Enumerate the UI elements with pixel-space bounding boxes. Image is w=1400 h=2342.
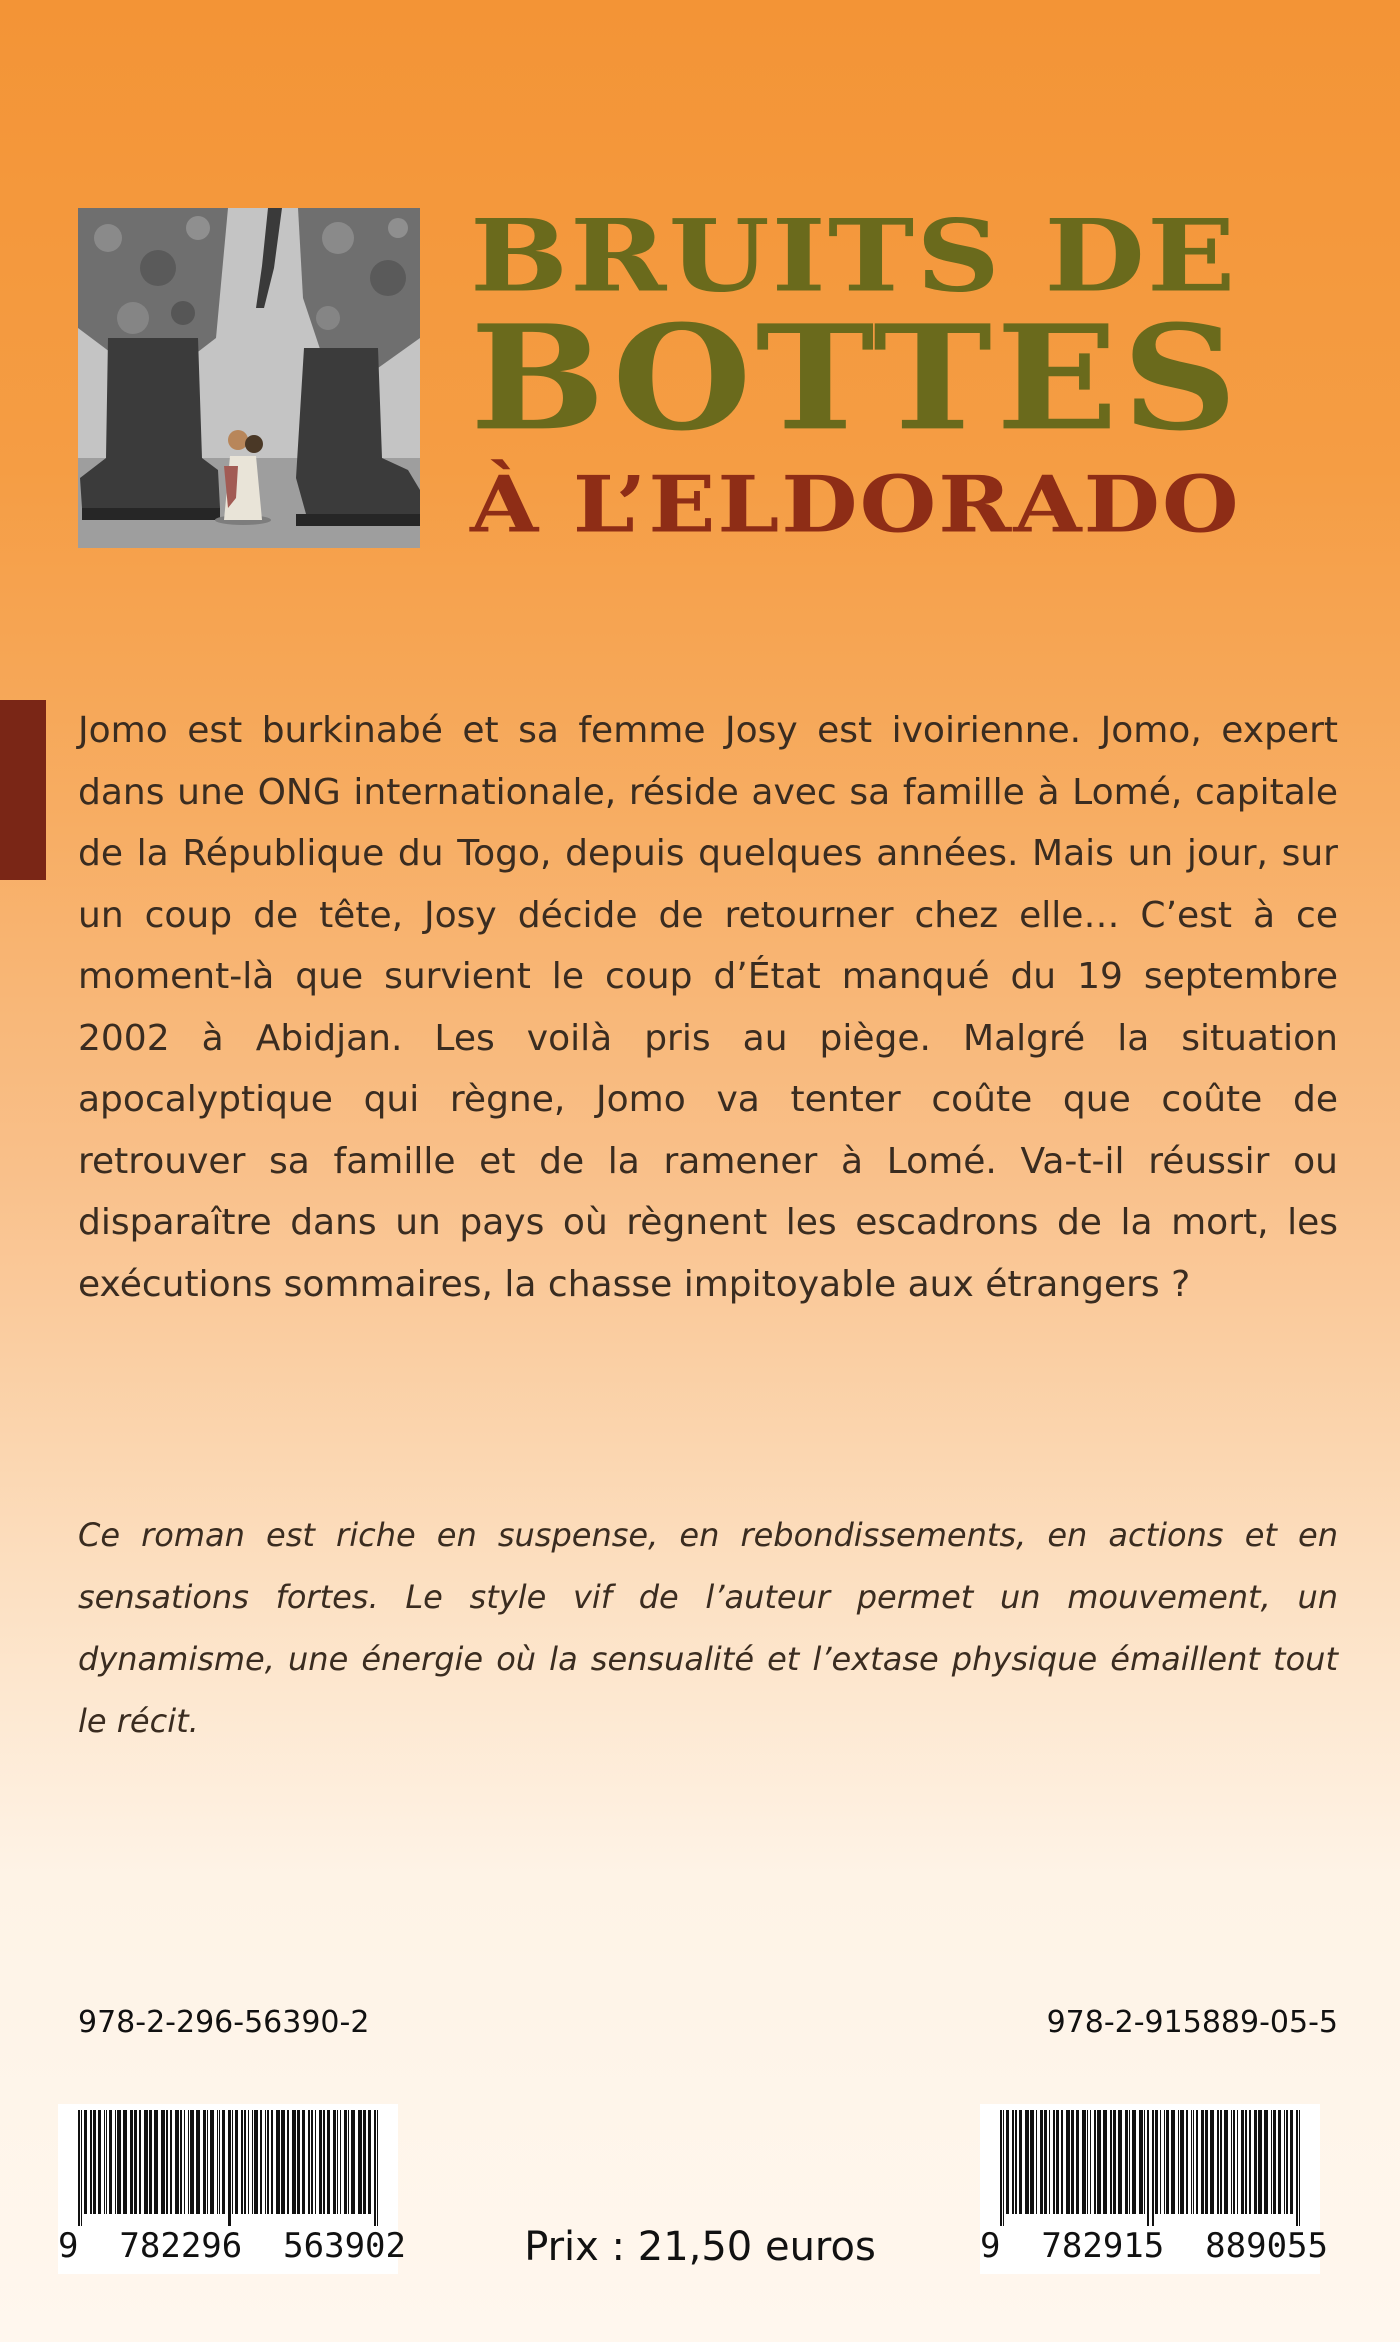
barcode-bar — [1231, 2110, 1232, 2214]
barcode-bar — [241, 2110, 243, 2214]
barcode-bar — [311, 2110, 313, 2214]
barcode-bar — [144, 2110, 148, 2214]
barcode-bar — [1166, 2110, 1169, 2214]
barcode-bar — [1113, 2110, 1116, 2214]
barcode-bar — [1241, 2110, 1244, 2214]
barcode-bar — [1066, 2110, 1070, 2214]
barcode-bar — [1049, 2110, 1050, 2214]
barcode-bar — [1220, 2110, 1222, 2214]
barcode-bar — [248, 2110, 249, 2214]
barcode-bar — [377, 2110, 378, 2226]
barcode-bar — [115, 2110, 116, 2214]
barcode-left-bars — [78, 2110, 378, 2226]
barcode-bar — [1103, 2110, 1107, 2214]
barcode-bar — [1155, 2110, 1158, 2214]
barcode-bar — [232, 2110, 233, 2214]
barcode-bar — [1071, 2110, 1074, 2214]
barcode-bar — [130, 2110, 133, 2214]
barcode-bar — [1019, 2110, 1022, 2214]
barcode-bar — [1217, 2110, 1219, 2214]
barcode-bar — [1087, 2110, 1088, 2214]
barcode-bar — [1036, 2110, 1037, 2214]
barcode-bar — [271, 2110, 273, 2214]
barcode-bar — [254, 2110, 258, 2214]
barcode-bar — [1006, 2110, 1009, 2214]
barcode-bar — [1233, 2110, 1235, 2214]
synopsis-paragraph: Jomo est burkinabé et sa femme Josy est ivoirienne. Jomo, expert dans une ONG internationale, réside avec sa famille à Lomé, capitale de la République du Togo, depuis quelques années. Mais un jour, sur un coup de tête, Josy décide de retourner chez elle… C’est à ce moment-là que survient le coup d’État manqué du 19 septembre 2002 à Abidjan. Les voilà pris au piège. Malgré la situation apocalyptique qui règne, Jomo va tenter coûte que coûte de retrouver sa famille et de la ramener à Lomé. Va-t-il réussir ou disparaître dans un pays où règnent les escadrons de la mort, les exécutions sommaires, la chasse impitoyable aux étrangers ? — [78, 710, 1338, 1305]
barcode-bar — [1090, 2110, 1091, 2214]
barcode-bar — [267, 2110, 269, 2214]
barcode-bar — [196, 2110, 200, 2214]
barcode-bar — [1094, 2110, 1096, 2214]
barcode-bar — [1152, 2110, 1154, 2226]
barcode-bar — [1012, 2110, 1014, 2214]
barcode-bar — [1160, 2110, 1161, 2214]
barcode-bar — [207, 2110, 208, 2214]
barcode-bar — [276, 2110, 280, 2214]
barcode-bar — [1196, 2110, 1198, 2214]
soldier-boots-illustration — [78, 208, 420, 548]
barcode-bar — [344, 2110, 347, 2214]
barcode-bar — [1061, 2110, 1063, 2214]
barcode-bar — [228, 2110, 231, 2226]
barcode-bar — [217, 2110, 218, 2214]
barcode-bar — [1273, 2110, 1276, 2214]
barcode-bar — [292, 2110, 296, 2214]
barcode-bar — [1254, 2110, 1257, 2214]
barcode-bar — [1164, 2110, 1165, 2214]
barcode-left — [58, 2104, 406, 2274]
barcode-bar — [180, 2110, 182, 2214]
barcode-bar — [363, 2110, 366, 2214]
barcode-bar — [170, 2110, 172, 2214]
title-line-bruits-de: BRUITS DE — [470, 197, 1238, 315]
barcode-bar — [281, 2110, 285, 2214]
barcode-bar — [188, 2110, 189, 2214]
barcode-bar — [1286, 2110, 1288, 2214]
barcode-bar — [1139, 2110, 1143, 2214]
barcode-bar — [98, 2110, 101, 2214]
barcode-bar — [166, 2110, 168, 2214]
barcode-bar — [1044, 2110, 1047, 2214]
barcode-bar — [1186, 2110, 1188, 2214]
barcode-bar — [1040, 2110, 1043, 2214]
barcode-bar — [244, 2110, 246, 2214]
barcode-bar — [308, 2110, 310, 2214]
barcode-bar — [252, 2110, 253, 2214]
barcode-bar — [337, 2110, 338, 2214]
barcode-bar — [154, 2110, 158, 2214]
barcode-left-digits: 9 782296 563902 — [58, 2226, 406, 2266]
barcode-bar — [1082, 2110, 1086, 2214]
barcode-bar — [368, 2110, 371, 2214]
barcode-bar — [1110, 2110, 1112, 2214]
barcode-bar — [1129, 2110, 1130, 2214]
barcode-bar — [134, 2110, 137, 2214]
barcode-bar — [1296, 2110, 1298, 2226]
barcode-bar — [235, 2110, 238, 2214]
barcode-right-digits: 9 782915 889055 — [980, 2226, 1328, 2266]
barcode-bar — [297, 2110, 300, 2214]
barcode-bar — [93, 2110, 96, 2214]
barcode-bar — [333, 2110, 336, 2214]
barcode-bar — [1264, 2110, 1268, 2214]
barcode-bar — [1125, 2110, 1128, 2214]
barcode-bar — [319, 2110, 322, 2214]
barcode-bar — [1191, 2110, 1192, 2214]
barcode-bar — [348, 2110, 349, 2214]
barcode-bar — [1056, 2110, 1059, 2214]
barcode-bar — [1097, 2110, 1101, 2214]
barcode-bar — [1278, 2110, 1281, 2214]
barcode-bar — [374, 2110, 376, 2226]
barcode-bar — [351, 2110, 355, 2214]
barcode-bar — [1003, 2110, 1004, 2226]
barcode-bar — [104, 2110, 105, 2214]
barcode-bar — [1171, 2110, 1175, 2214]
barcode-bar — [1284, 2110, 1285, 2214]
barcode-bar — [358, 2110, 362, 2214]
barcode-bar — [1025, 2110, 1029, 2214]
barcode-bar — [222, 2110, 225, 2214]
barcode-bar — [203, 2110, 206, 2214]
barcode-bar — [1299, 2110, 1300, 2226]
barcode-bar — [1030, 2110, 1034, 2214]
review-paragraph: Ce roman est riche en suspense, en rebondissements, en actions et en sensations fortes. Le style vif de l’auteur permet un mouvement, un dynamisme, une énergie où la sensualité et l’extase physique émaillent tout le récit. — [78, 1516, 1338, 1740]
barcode-bar — [1132, 2110, 1136, 2214]
barcode-bar — [190, 2110, 194, 2214]
barcode-bar — [139, 2110, 141, 2214]
barcode-bar — [106, 2110, 107, 2214]
barcode-bar — [161, 2110, 165, 2214]
title-line-eldorado: À L’ELDORADO — [470, 458, 1241, 550]
barcode-bar — [1249, 2110, 1251, 2214]
barcode-bar — [1147, 2110, 1149, 2226]
barcode-bar — [175, 2110, 179, 2214]
barcode-right — [980, 2104, 1328, 2274]
barcode-bar — [315, 2110, 316, 2214]
barcode-bar — [184, 2110, 185, 2214]
barcode-bar — [1290, 2110, 1293, 2214]
title-line-bottes: BOTTES — [470, 293, 1242, 463]
barcode-bar — [1144, 2110, 1145, 2214]
barcode-bar — [265, 2110, 266, 2214]
barcode-bar — [78, 2110, 80, 2226]
barcode-bar — [1193, 2110, 1194, 2214]
isbn-left: 978-2-296-56390-2 — [78, 2005, 370, 2040]
book-title — [470, 197, 1242, 560]
side-accent-bar — [0, 700, 46, 880]
barcode-bar — [260, 2110, 262, 2214]
barcode-bar — [1224, 2110, 1228, 2214]
barcode-bar — [149, 2110, 152, 2214]
barcode-bar — [327, 2110, 330, 2214]
barcode-bar — [1178, 2110, 1179, 2214]
barcode-bar — [1118, 2110, 1122, 2214]
barcode-bar — [1015, 2110, 1017, 2214]
barcode-bar — [117, 2110, 121, 2214]
price-label: Prix : 21,50 euros — [524, 2224, 876, 2270]
barcode-bar — [1205, 2110, 1208, 2214]
barcode-bar — [1210, 2110, 1214, 2214]
barcode-bar — [1053, 2110, 1055, 2214]
barcode-bar — [81, 2110, 82, 2226]
barcode-bar — [90, 2110, 92, 2214]
barcode-bar — [1245, 2110, 1247, 2214]
barcode-bar — [1237, 2110, 1238, 2214]
barcode-bar — [1076, 2110, 1079, 2214]
barcode-bar — [302, 2110, 305, 2214]
barcode-bar — [1258, 2110, 1262, 2214]
barcode-bar — [219, 2110, 220, 2214]
isbn-right: 978-2-915889-05-5 — [1046, 2005, 1338, 2040]
barcode-bar — [1000, 2110, 1002, 2226]
barcode-bar — [323, 2110, 325, 2214]
barcode-bar — [287, 2110, 289, 2214]
barcode-bar — [210, 2110, 214, 2214]
barcode-bar — [1271, 2110, 1272, 2214]
barcode-right-bars — [1000, 2110, 1300, 2226]
barcode-bar — [109, 2110, 112, 2214]
barcode-bar — [340, 2110, 341, 2214]
barcode-bar — [84, 2110, 87, 2214]
barcode-bar — [123, 2110, 127, 2214]
barcode-bar — [1180, 2110, 1184, 2214]
barcode-bar — [1201, 2110, 1204, 2214]
